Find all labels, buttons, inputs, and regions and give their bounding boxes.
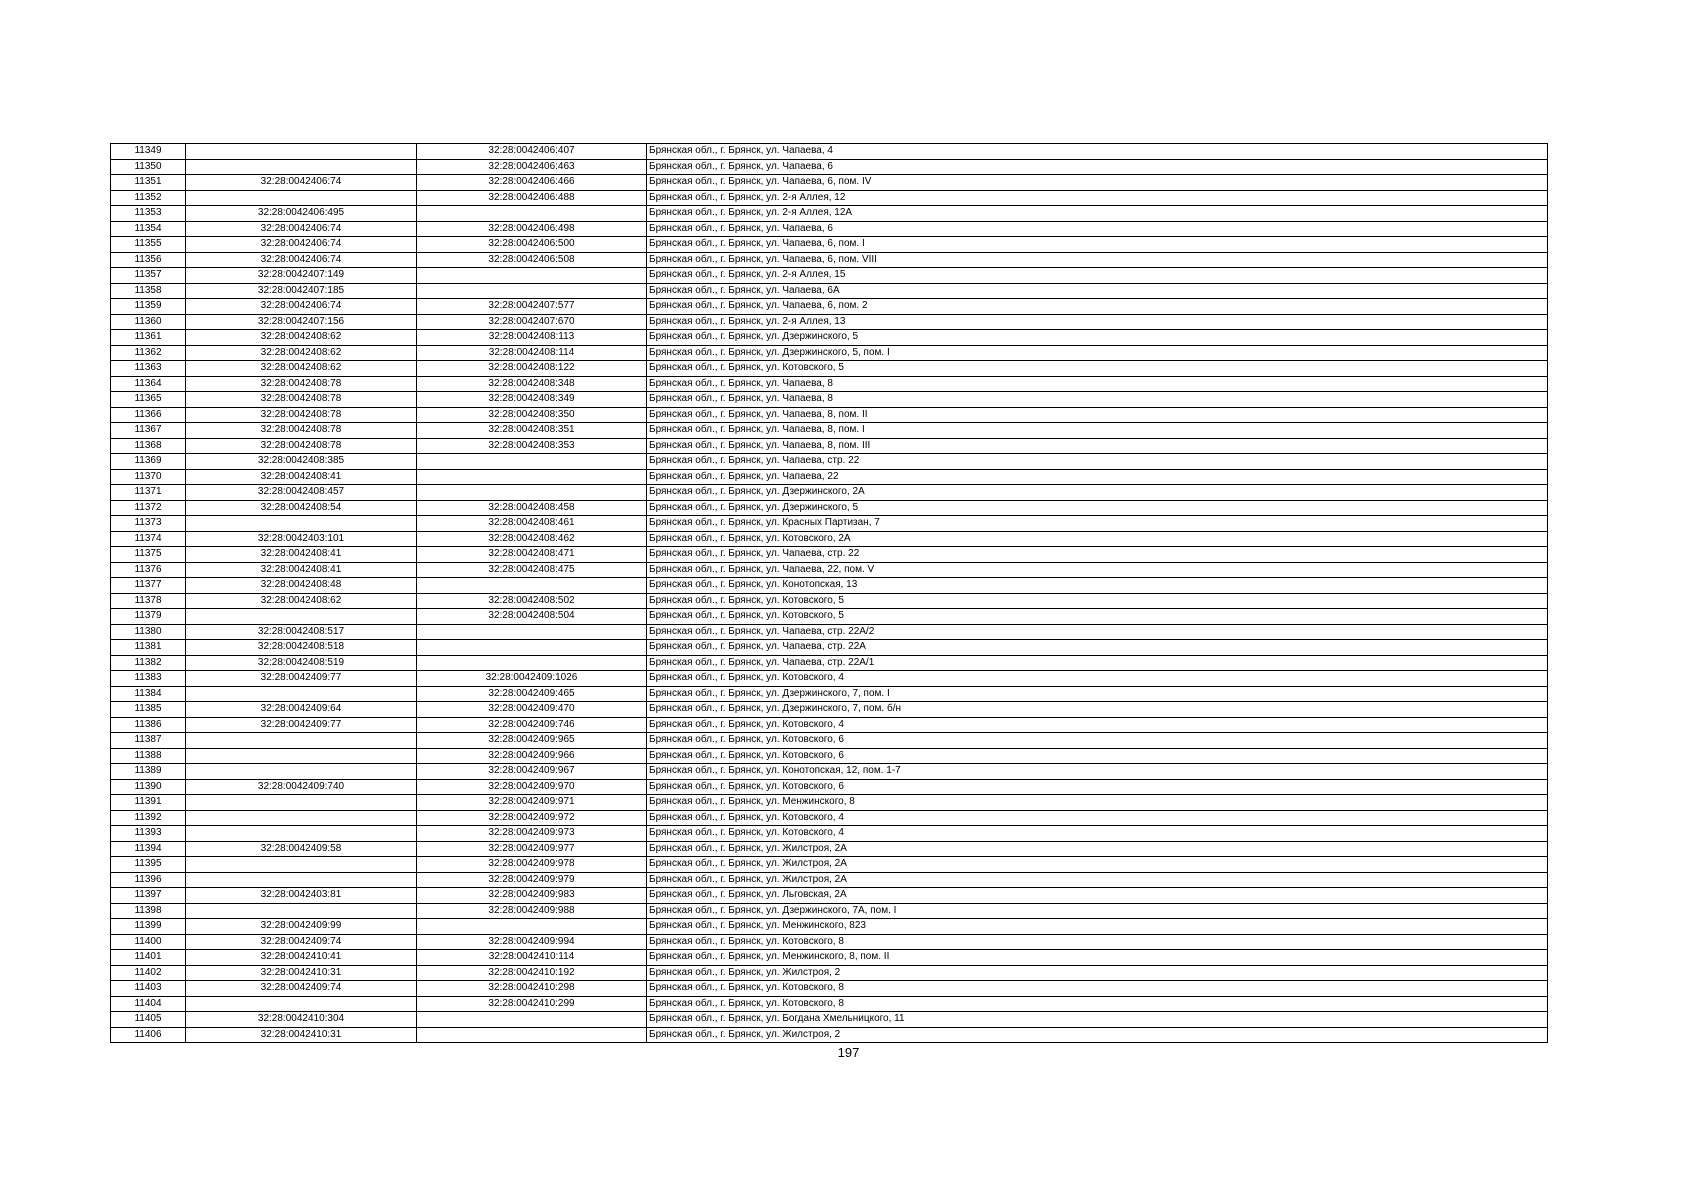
cadastral-number-cell [417,268,647,284]
cadastral-number-cell: 32:28:0042409:977 [417,841,647,857]
cadastral-number-cell: 32:28:0042408:475 [417,562,647,578]
table-row [111,733,1548,749]
row-number-cell: 11404 [111,996,186,1012]
parent-cadastral-number-cell: 32:28:0042408:78 [186,376,417,392]
address-cell: Брянская обл., г. Брянск, ул. 2-я Аллея, 13 [647,314,1548,330]
address-cell: Брянская обл., г. Брянск, ул. Красных Партизан, 7 [647,516,1548,532]
table-row [111,779,1548,795]
table-row [111,221,1548,237]
parent-cadastral-number-cell: 32:28:0042408:48 [186,578,417,594]
cadastral-number-cell [417,655,647,671]
table-row [111,237,1548,253]
cadastral-number-cell: 32:28:0042408:458 [417,500,647,516]
table-row [111,438,1548,454]
parent-cadastral-number-cell: 32:28:0042408:78 [186,407,417,423]
row-number-cell: 11405 [111,1012,186,1028]
parent-cadastral-number-cell: 32:28:0042406:74 [186,221,417,237]
parent-cadastral-number-cell: 32:28:0042406:495 [186,206,417,222]
cadastral-number-cell: 32:28:0042406:463 [417,159,647,175]
address-cell: Брянская обл., г. Брянск, ул. Котовского, 6 [647,733,1548,749]
row-number-cell: 11357 [111,268,186,284]
address-cell: Брянская обл., г. Брянск, ул. Котовского, 5 [647,593,1548,609]
address-cell: Брянская обл., г. Брянск, ул. Чапаева, 8, пом. III [647,438,1548,454]
address-cell: Брянская обл., г. Брянск, ул. Конотопская, 12, пом. 1-7 [647,764,1548,780]
address-cell: Брянская обл., г. Брянск, ул. Чапаева, стр. 22А [647,640,1548,656]
parent-cadastral-number-cell: 32:28:0042408:78 [186,392,417,408]
address-cell: Брянская обл., г. Брянск, ул. Чапаева, 22 [647,469,1548,485]
cadastral-number-cell [417,919,647,935]
table-row [111,190,1548,206]
row-number-cell: 11371 [111,485,186,501]
cadastral-number-cell [417,640,647,656]
row-number-cell: 11375 [111,547,186,563]
address-cell: Брянская обл., г. Брянск, ул. Менжинского, 8, пом. II [647,950,1548,966]
parent-cadastral-number-cell: 32:28:0042408:62 [186,345,417,361]
cadastral-number-cell: 32:28:0042408:471 [417,547,647,563]
parent-cadastral-number-cell: 32:28:0042408:78 [186,438,417,454]
row-number-cell: 11369 [111,454,186,470]
parent-cadastral-number-cell: 32:28:0042408:519 [186,655,417,671]
cadastral-number-cell: 32:28:0042408:349 [417,392,647,408]
parent-cadastral-number-cell: 32:28:0042407:156 [186,314,417,330]
parent-cadastral-number-cell: 32:28:0042408:457 [186,485,417,501]
row-number-cell: 11391 [111,795,186,811]
cadastral-number-cell: 32:28:0042406:498 [417,221,647,237]
table-row [111,996,1548,1012]
address-cell: Брянская обл., г. Брянск, ул. Дзержинского, 7А, пом. I [647,903,1548,919]
cadastral-number-cell: 32:28:0042406:508 [417,252,647,268]
row-number-cell: 11392 [111,810,186,826]
address-cell: Брянская обл., г. Брянск, ул. Богдана Хмельницкого, 11 [647,1012,1548,1028]
address-cell: Брянская обл., г. Брянск, ул. Дзержинского, 5 [647,330,1548,346]
table-row [111,950,1548,966]
table-row [111,423,1548,439]
cadastral-number-cell: 32:28:0042409:972 [417,810,647,826]
table-row [111,965,1548,981]
address-cell: Брянская обл., г. Брянск, ул. Котовского, 8 [647,996,1548,1012]
row-number-cell: 11400 [111,934,186,950]
row-number-cell: 11379 [111,609,186,625]
parent-cadastral-number-cell: 32:28:0042407:149 [186,268,417,284]
address-cell: Брянская обл., г. Брянск, ул. Льговская, 2А [647,888,1548,904]
table-row [111,1012,1548,1028]
parent-cadastral-number-cell: 32:28:0042409:740 [186,779,417,795]
row-number-cell: 11363 [111,361,186,377]
parent-cadastral-number-cell: 32:28:0042406:74 [186,299,417,315]
cadastral-number-cell: 32:28:0042409:983 [417,888,647,904]
parent-cadastral-number-cell [186,686,417,702]
table-row [111,624,1548,640]
parent-cadastral-number-cell: 32:28:0042410:304 [186,1012,417,1028]
address-cell: Брянская обл., г. Брянск, ул. Чапаева, 6, пом. I [647,237,1548,253]
address-cell: Брянская обл., г. Брянск, ул. 2-я Аллея, 12А [647,206,1548,222]
address-cell: Брянская обл., г. Брянск, ул. Жилстроя, 2А [647,872,1548,888]
table-row [111,299,1548,315]
address-cell: Брянская обл., г. Брянск, ул. Конотопская, 13 [647,578,1548,594]
cadastral-number-cell: 32:28:0042409:465 [417,686,647,702]
address-cell: Брянская обл., г. Брянск, ул. Котовского, 6 [647,748,1548,764]
address-cell: Брянская обл., г. Брянск, ул. Чапаева, стр. 22А/2 [647,624,1548,640]
parent-cadastral-number-cell: 32:28:0042408:41 [186,547,417,563]
address-cell: Брянская обл., г. Брянск, ул. Чапаева, 4 [647,144,1548,160]
address-cell: Брянская обл., г. Брянск, ул. Чапаева, 6, пом. 2 [647,299,1548,315]
table-row [111,888,1548,904]
table-row [111,159,1548,175]
table-row [111,376,1548,392]
row-number-cell: 11403 [111,981,186,997]
row-number-cell: 11353 [111,206,186,222]
table-row [111,640,1548,656]
row-number-cell: 11390 [111,779,186,795]
table-row [111,764,1548,780]
address-cell: Брянская обл., г. Брянск, ул. Котовского, 8 [647,934,1548,950]
table-row [111,454,1548,470]
address-cell: Брянская обл., г. Брянск, ул. Жилстроя, 2А [647,841,1548,857]
cadastral-number-cell: 32:28:0042409:973 [417,826,647,842]
table-row [111,547,1548,563]
table-row [111,407,1548,423]
row-number-cell: 11380 [111,624,186,640]
cadastral-number-cell [417,485,647,501]
address-cell: Брянская обл., г. Брянск, ул. 2-я Аллея, 12 [647,190,1548,206]
parent-cadastral-number-cell [186,748,417,764]
table-row [111,795,1548,811]
row-number-cell: 11398 [111,903,186,919]
cadastral-number-cell [417,469,647,485]
table-row [111,919,1548,935]
row-number-cell: 11402 [111,965,186,981]
table-row [111,981,1548,997]
table-row [111,702,1548,718]
cadastral-number-cell: 32:28:0042409:967 [417,764,647,780]
cadastral-number-cell: 32:28:0042409:965 [417,733,647,749]
parent-cadastral-number-cell [186,795,417,811]
row-number-cell: 11385 [111,702,186,718]
cadastral-number-cell [417,624,647,640]
table-row [111,144,1548,160]
table-row [111,252,1548,268]
table-row [111,655,1548,671]
parent-cadastral-number-cell: 32:28:0042406:74 [186,237,417,253]
parent-cadastral-number-cell: 32:28:0042408:62 [186,593,417,609]
cadastral-number-cell: 32:28:0042406:488 [417,190,647,206]
row-number-cell: 11370 [111,469,186,485]
row-number-cell: 11387 [111,733,186,749]
parent-cadastral-number-cell: 32:28:0042408:41 [186,562,417,578]
row-number-cell: 11395 [111,857,186,873]
cadastral-number-cell: 32:28:0042409:978 [417,857,647,873]
row-number-cell: 11351 [111,175,186,191]
table-row [111,857,1548,873]
row-number-cell: 11361 [111,330,186,346]
table-row [111,330,1548,346]
parent-cadastral-number-cell: 32:28:0042409:99 [186,919,417,935]
table-row [111,872,1548,888]
parent-cadastral-number-cell: 32:28:0042409:64 [186,702,417,718]
address-cell: Брянская обл., г. Брянск, ул. Котовского, 5 [647,361,1548,377]
row-number-cell: 11396 [111,872,186,888]
table-row [111,934,1548,950]
row-number-cell: 11352 [111,190,186,206]
row-number-cell: 11358 [111,283,186,299]
address-cell: Брянская обл., г. Брянск, ул. Котовского, 8 [647,981,1548,997]
parent-cadastral-number-cell: 32:28:0042408:517 [186,624,417,640]
address-cell: Брянская обл., г. Брянск, ул. Менжинского, 823 [647,919,1548,935]
address-cell: Брянская обл., г. Брянск, ул. Чапаева, стр. 22А/1 [647,655,1548,671]
cadastral-number-cell: 32:28:0042409:970 [417,779,647,795]
table-row [111,314,1548,330]
parent-cadastral-number-cell: 32:28:0042409:58 [186,841,417,857]
cadastral-number-cell [417,206,647,222]
address-cell: Брянская обл., г. Брянск, ул. Чапаева, 8 [647,392,1548,408]
parent-cadastral-number-cell: 32:28:0042410:41 [186,950,417,966]
parent-cadastral-number-cell: 32:28:0042403:101 [186,531,417,547]
parent-cadastral-number-cell [186,190,417,206]
table-row [111,686,1548,702]
cadastral-number-cell: 32:28:0042410:299 [417,996,647,1012]
address-cell: Брянская обл., г. Брянск, ул. Дзержинского, 2А [647,485,1548,501]
table-row [111,593,1548,609]
cadastral-number-cell: 32:28:0042406:407 [417,144,647,160]
table-row [111,485,1548,501]
table-row [111,516,1548,532]
cadastral-number-cell: 32:28:0042409:979 [417,872,647,888]
table-row [111,345,1548,361]
row-number-cell: 11378 [111,593,186,609]
parent-cadastral-number-cell: 32:28:0042409:77 [186,671,417,687]
cadastral-number-cell: 32:28:0042408:113 [417,330,647,346]
address-cell: Брянская обл., г. Брянск, ул. Котовского, 4 [647,810,1548,826]
parent-cadastral-number-cell: 32:28:0042403:81 [186,888,417,904]
table-row [111,392,1548,408]
row-number-cell: 11393 [111,826,186,842]
table-row [111,671,1548,687]
row-number-cell: 11377 [111,578,186,594]
parent-cadastral-number-cell: 32:28:0042409:77 [186,717,417,733]
table-row [111,748,1548,764]
address-cell: Брянская обл., г. Брянск, ул. Котовского, 2А [647,531,1548,547]
row-number-cell: 11349 [111,144,186,160]
parent-cadastral-number-cell: 32:28:0042407:185 [186,283,417,299]
parent-cadastral-number-cell: 32:28:0042409:74 [186,981,417,997]
cadastral-number-cell: 32:28:0042408:502 [417,593,647,609]
address-cell: Брянская обл., г. Брянск, ул. Котовского, 5 [647,609,1548,625]
cadastral-number-cell: 32:28:0042408:461 [417,516,647,532]
table-row [111,500,1548,516]
cadastral-number-cell [417,454,647,470]
parent-cadastral-number-cell [186,826,417,842]
parent-cadastral-number-cell: 32:28:0042408:54 [186,500,417,516]
address-cell: Брянская обл., г. Брянск, ул. Дзержинского, 5, пом. I [647,345,1548,361]
row-number-cell: 11354 [111,221,186,237]
cadastral-number-cell: 32:28:0042410:298 [417,981,647,997]
table-row [111,283,1548,299]
table-row [111,268,1548,284]
parent-cadastral-number-cell: 32:28:0042408:62 [186,330,417,346]
row-number-cell: 11383 [111,671,186,687]
table-row [111,903,1548,919]
registry-table [110,143,1548,1043]
cadastral-number-cell: 32:28:0042409:971 [417,795,647,811]
parent-cadastral-number-cell [186,872,417,888]
row-number-cell: 11359 [111,299,186,315]
table-row [111,361,1548,377]
row-number-cell: 11368 [111,438,186,454]
parent-cadastral-number-cell [186,733,417,749]
parent-cadastral-number-cell: 32:28:0042408:385 [186,454,417,470]
cadastral-number-cell [417,1027,647,1043]
parent-cadastral-number-cell [186,516,417,532]
cadastral-number-cell: 32:28:0042409:470 [417,702,647,718]
address-cell: Брянская обл., г. Брянск, ул. Чапаева, 8, пом. II [647,407,1548,423]
cadastral-number-cell: 32:28:0042406:466 [417,175,647,191]
parent-cadastral-number-cell: 32:28:0042410:31 [186,1027,417,1043]
cadastral-number-cell: 32:28:0042408:350 [417,407,647,423]
row-number-cell: 11362 [111,345,186,361]
address-cell: Брянская обл., г. Брянск, ул. Чапаева, 6 [647,159,1548,175]
row-number-cell: 11397 [111,888,186,904]
row-number-cell: 11372 [111,500,186,516]
cadastral-number-cell: 32:28:0042408:348 [417,376,647,392]
table-row [111,826,1548,842]
address-cell: Брянская обл., г. Брянск, ул. Чапаева, 6, пом. IV [647,175,1548,191]
address-cell: Брянская обл., г. Брянск, ул. Чапаева, 8, пом. I [647,423,1548,439]
table-row [111,841,1548,857]
row-number-cell: 11367 [111,423,186,439]
parent-cadastral-number-cell: 32:28:0042408:62 [186,361,417,377]
parent-cadastral-number-cell: 32:28:0042410:31 [186,965,417,981]
row-number-cell: 11366 [111,407,186,423]
table-row [111,531,1548,547]
parent-cadastral-number-cell [186,764,417,780]
parent-cadastral-number-cell: 32:28:0042408:78 [186,423,417,439]
row-number-cell: 11394 [111,841,186,857]
table-row [111,469,1548,485]
address-cell: Брянская обл., г. Брянск, ул. Котовского, 4 [647,717,1548,733]
cadastral-number-cell: 32:28:0042407:577 [417,299,647,315]
table-row [111,578,1548,594]
parent-cadastral-number-cell [186,903,417,919]
row-number-cell: 11374 [111,531,186,547]
address-cell: Брянская обл., г. Брянск, ул. Котовского, 4 [647,671,1548,687]
cadastral-number-cell [417,578,647,594]
table-row [111,1027,1548,1043]
cadastral-number-cell: 32:28:0042408:351 [417,423,647,439]
cadastral-number-cell: 32:28:0042409:994 [417,934,647,950]
cadastral-number-cell: 32:28:0042410:192 [417,965,647,981]
row-number-cell: 11406 [111,1027,186,1043]
row-number-cell: 11373 [111,516,186,532]
cadastral-number-cell [417,283,647,299]
parent-cadastral-number-cell: 32:28:0042408:518 [186,640,417,656]
table-row [111,609,1548,625]
parent-cadastral-number-cell: 32:28:0042408:41 [186,469,417,485]
cadastral-number-cell: 32:28:0042410:114 [417,950,647,966]
address-cell: Брянская обл., г. Брянск, ул. Жилстроя, 2А [647,857,1548,873]
row-number-cell: 11356 [111,252,186,268]
address-cell: Брянская обл., г. Брянск, ул. Чапаева, 8 [647,376,1548,392]
address-cell: Брянская обл., г. Брянск, ул. Котовского, 4 [647,826,1548,842]
address-cell: Брянская обл., г. Брянск, ул. Чапаева, 6 [647,221,1548,237]
cadastral-number-cell: 32:28:0042408:122 [417,361,647,377]
address-cell: Брянская обл., г. Брянск, ул. Чапаева, 22, пом. V [647,562,1548,578]
table-row [111,206,1548,222]
address-cell: Брянская обл., г. Брянск, ул. Дзержинского, 7, пом. б/н [647,702,1548,718]
address-cell: Брянская обл., г. Брянск, ул. Чапаева, 6, пом. VIII [647,252,1548,268]
row-number-cell: 11350 [111,159,186,175]
parent-cadastral-number-cell [186,996,417,1012]
row-number-cell: 11381 [111,640,186,656]
row-number-cell: 11382 [111,655,186,671]
table-row [111,562,1548,578]
row-number-cell: 11364 [111,376,186,392]
parent-cadastral-number-cell: 32:28:0042406:74 [186,175,417,191]
cadastral-number-cell: 32:28:0042408:504 [417,609,647,625]
cadastral-number-cell: 32:28:0042409:988 [417,903,647,919]
parent-cadastral-number-cell [186,857,417,873]
table-row [111,810,1548,826]
parent-cadastral-number-cell [186,609,417,625]
row-number-cell: 11384 [111,686,186,702]
row-number-cell: 11360 [111,314,186,330]
cadastral-number-cell: 32:28:0042409:746 [417,717,647,733]
cadastral-number-cell: 32:28:0042406:500 [417,237,647,253]
row-number-cell: 11401 [111,950,186,966]
cadastral-number-cell: 32:28:0042408:114 [417,345,647,361]
cadastral-number-cell: 32:28:0042407:670 [417,314,647,330]
address-cell: Брянская обл., г. Брянск, ул. Дзержинского, 7, пом. I [647,686,1548,702]
cadastral-number-cell: 32:28:0042408:462 [417,531,647,547]
address-cell: Брянская обл., г. Брянск, ул. Жилстроя, 2 [647,1027,1548,1043]
address-cell: Брянская обл., г. Брянск, ул. Чапаева, стр. 22 [647,454,1548,470]
cadastral-number-cell [417,1012,647,1028]
parent-cadastral-number-cell [186,144,417,160]
cadastral-number-cell: 32:28:0042409:1026 [417,671,647,687]
row-number-cell: 11365 [111,392,186,408]
row-number-cell: 11355 [111,237,186,253]
parent-cadastral-number-cell: 32:28:0042409:74 [186,934,417,950]
page-number: 197 [837,1045,860,1060]
row-number-cell: 11376 [111,562,186,578]
address-cell: Брянская обл., г. Брянск, ул. Дзержинского, 5 [647,500,1548,516]
parent-cadastral-number-cell: 32:28:0042406:74 [186,252,417,268]
registry-table-body [111,144,1548,1043]
parent-cadastral-number-cell [186,159,417,175]
address-cell: Брянская обл., г. Брянск, ул. Чапаева, стр. 22 [647,547,1548,563]
address-cell: Брянская обл., г. Брянск, ул. Жилстроя, 2 [647,965,1548,981]
parent-cadastral-number-cell [186,810,417,826]
row-number-cell: 11399 [111,919,186,935]
address-cell: Брянская обл., г. Брянск, ул. Котовского, 6 [647,779,1548,795]
row-number-cell: 11388 [111,748,186,764]
row-number-cell: 11389 [111,764,186,780]
table-row [111,717,1548,733]
cadastral-number-cell: 32:28:0042409:966 [417,748,647,764]
address-cell: Брянская обл., г. Брянск, ул. 2-я Аллея, 15 [647,268,1548,284]
address-cell: Брянская обл., г. Брянск, ул. Чапаева, 6А [647,283,1548,299]
row-number-cell: 11386 [111,717,186,733]
cadastral-number-cell: 32:28:0042408:353 [417,438,647,454]
table-row [111,175,1548,191]
address-cell: Брянская обл., г. Брянск, ул. Менжинского, 8 [647,795,1548,811]
